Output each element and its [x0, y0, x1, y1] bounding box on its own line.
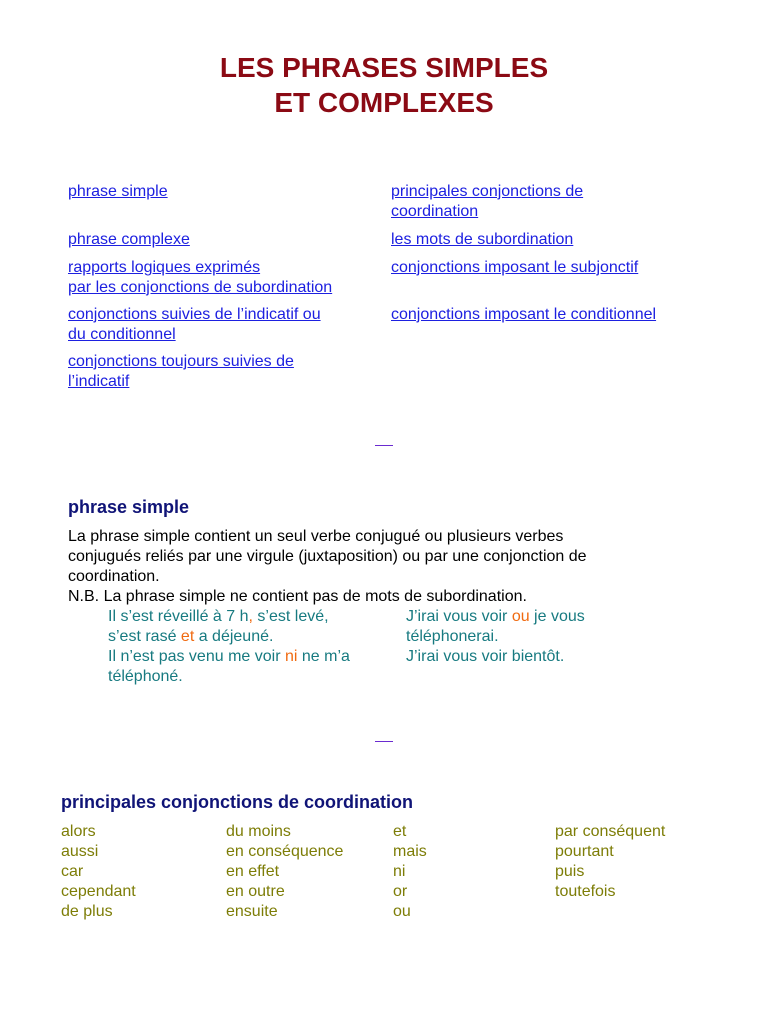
toc-cell	[68, 352, 294, 392]
conjunction-highlight: ou	[511, 608, 530, 625]
example-line	[108, 627, 350, 647]
example-line	[108, 647, 350, 667]
list-item: car	[61, 863, 84, 880]
conjunction-highlight: ,	[248, 608, 253, 625]
list-item: par conséquent	[555, 823, 666, 840]
example-line: J’irai vous voir bientôt.	[406, 648, 565, 665]
list-item: toutefois	[555, 883, 616, 900]
page-title-line-1: LES PHRASES SIMPLES	[219, 52, 549, 83]
list-item: du moins	[226, 823, 291, 840]
conjunction-column	[61, 822, 136, 922]
conjunction-column	[393, 822, 427, 922]
example-text: s’est rasé	[108, 628, 181, 645]
examples-left	[108, 607, 350, 687]
list-item: pourtant	[555, 843, 614, 860]
toc-link-phrase-simple[interactable]: phrase simple	[68, 183, 168, 200]
example-line	[108, 607, 350, 627]
example-text: Il s’est réveillé à 7 h	[108, 608, 249, 625]
section-separator	[375, 445, 393, 446]
list-item: or	[393, 883, 408, 900]
conjunction-column	[226, 822, 343, 922]
example-line	[406, 607, 585, 627]
toc-cell	[391, 230, 573, 250]
example-text: a déjeuné.	[194, 628, 274, 645]
toc-cell	[68, 230, 190, 250]
example-line: téléphonerai.	[406, 628, 499, 645]
section-separator	[375, 741, 393, 742]
toc-link-mots-subordination[interactable]: les mots de subordination	[391, 231, 574, 248]
page-title-line-2: ET COMPLEXES	[274, 87, 494, 118]
toc-cell	[391, 258, 638, 278]
paragraph-line: conjugués reliés par une virgule (juxtaposition) ou par une conjonction de	[68, 548, 587, 565]
toc-cell	[68, 305, 321, 345]
toc-link-toujours-indicatif[interactable]: conjonctions toujours suivies de l’indicatif	[68, 353, 294, 390]
toc-cell	[68, 182, 168, 202]
example-text: je vous	[529, 608, 585, 625]
conjunction-highlight: ni	[284, 648, 298, 665]
toc-link-subjonctif[interactable]: conjonctions imposant le subjonctif	[391, 259, 639, 276]
toc-link-conjonctions-coordination[interactable]: principales conjonctions de coordination	[391, 183, 584, 220]
example-text: ne m’a	[297, 648, 350, 665]
example-text: J’irai vous voir	[406, 608, 512, 625]
list-item: en outre	[226, 883, 285, 900]
list-item: ensuite	[226, 903, 278, 920]
list-item: aussi	[61, 843, 99, 860]
toc-cell	[391, 305, 656, 325]
conjunction-highlight: et	[180, 628, 195, 645]
list-item: puis	[555, 863, 585, 880]
list-item: en conséquence	[226, 843, 344, 860]
page-title	[0, 50, 768, 120]
toc-link-conditionnel[interactable]: conjonctions imposant le conditionnel	[391, 306, 657, 323]
conjunction-column	[555, 822, 665, 902]
toc-cell	[391, 182, 583, 222]
paragraph-line: La phrase simple contient un seul verbe conjugué ou plusieurs verbes	[68, 528, 564, 545]
toc-link-phrase-complexe[interactable]: phrase complexe	[68, 231, 190, 248]
phrase-simple-definition	[68, 527, 668, 607]
list-item: cependant	[61, 883, 136, 900]
list-item: alors	[61, 823, 96, 840]
list-item: mais	[393, 843, 427, 860]
list-item: et	[393, 823, 407, 840]
toc-link-rapports-logiques[interactable]: rapports logiques exprimés par les conjonctions de subordination	[68, 259, 333, 296]
paragraph-line: coordination.	[68, 568, 160, 585]
list-item: ni	[393, 863, 406, 880]
section-heading-phrase-simple: phrase simple	[68, 497, 190, 517]
list-item: en effet	[226, 863, 280, 880]
paragraph-line: N.B. La phrase simple ne contient pas de mots de subordination.	[68, 588, 527, 605]
section-heading-coordination: principales conjonctions de coordination	[61, 792, 414, 812]
toc-link-indicatif-ou-conditionnel[interactable]: conjonctions suivies de l’indicatif ou du conditionnel	[68, 306, 321, 343]
examples-right	[406, 607, 585, 667]
example-line: téléphoné.	[108, 668, 183, 685]
list-item: ou	[393, 903, 411, 920]
example-text: Il n’est pas venu me voir	[108, 648, 285, 665]
example-text: s’est levé,	[252, 608, 329, 625]
list-item: de plus	[61, 903, 113, 920]
toc-cell	[68, 258, 332, 298]
